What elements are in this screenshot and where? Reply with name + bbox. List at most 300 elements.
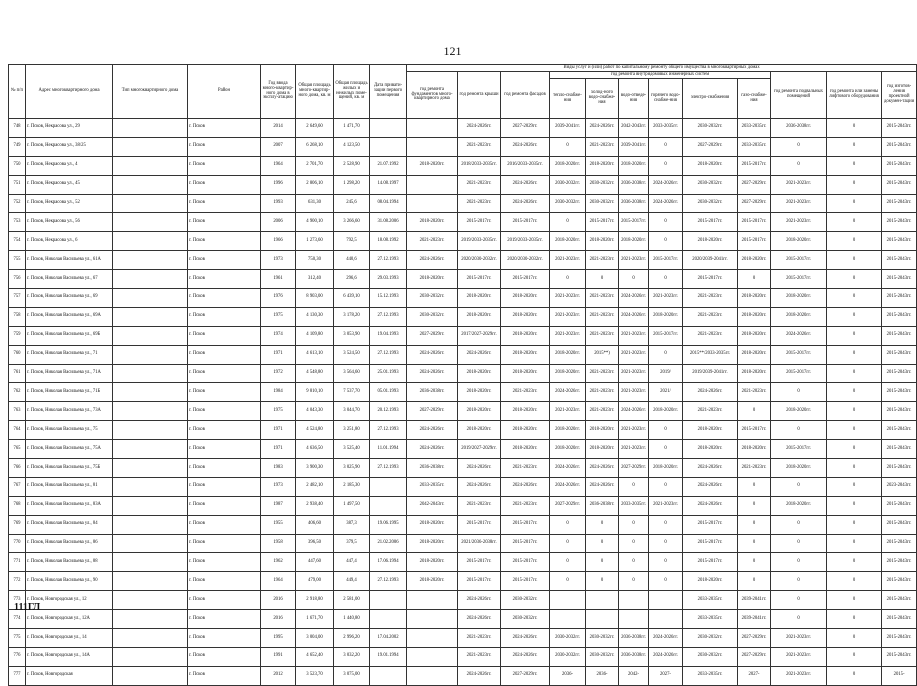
foundation-cell: 2030-2032гг.	[407, 289, 458, 308]
lift-cell: 0	[827, 402, 882, 421]
row-number: 759	[9, 326, 26, 345]
design-docs-cell: 2015-2043гг.	[882, 251, 917, 270]
heat-supply-cell: 2018-2020гг.	[550, 421, 586, 440]
privatization-date-cell: 21.02.2006	[370, 534, 407, 553]
gas-cell: 0	[738, 270, 771, 289]
residential-area-cell: 3 053,90	[334, 326, 370, 345]
year-cell: 1984	[261, 383, 296, 402]
basement-cell: 0	[771, 610, 827, 629]
row-number: 758	[9, 307, 26, 326]
district-cell: г. Псков	[188, 383, 261, 402]
page-number: 121	[443, 44, 462, 58]
facade-cell: 2018-2020гг.	[501, 326, 550, 345]
hot-water-cell: 0	[649, 213, 683, 232]
basement-cell: 2021-2023гг.	[771, 175, 827, 194]
cold-water-cell: 2021-2023гг.	[586, 402, 619, 421]
cold-water-cell	[586, 610, 619, 629]
residential-area-cell: 3 032,20	[334, 647, 370, 666]
house-type-cell	[113, 326, 188, 345]
hot-water-cell: 0	[649, 421, 683, 440]
design-docs-cell: 2015-2043гг.	[882, 326, 917, 345]
basement-cell: 2021-2023гг.	[771, 213, 827, 232]
cold-water-cell: 0	[586, 553, 619, 572]
hot-water-cell: 2018-2020гг.	[649, 459, 683, 478]
electricity-cell: 2018-2020гг.	[683, 572, 738, 591]
lift-cell: 0	[827, 477, 882, 496]
residential-area-cell: 4 123,50	[334, 137, 370, 156]
gas-cell: 2018-2020гг.	[738, 345, 771, 364]
row-number: 773	[9, 591, 26, 610]
sewerage-cell: 2021-2023гг.	[619, 440, 649, 459]
total-area-cell: 6 268,10	[296, 137, 334, 156]
gas-cell: 0	[738, 402, 771, 421]
foundation-cell: 2018-2020гг.	[407, 156, 458, 175]
total-area-cell: 4 548,80	[296, 364, 334, 383]
foundation-cell	[407, 194, 458, 213]
district-cell: г. Псков	[188, 402, 261, 421]
total-area-cell: 447,60	[296, 553, 334, 572]
table-row	[9, 119, 917, 138]
year-cell: 1976	[261, 289, 296, 308]
table-row	[9, 421, 917, 440]
cold-water-cell: 2024-2026гг.	[586, 477, 619, 496]
facade-cell: 2024-2026гг.	[501, 194, 550, 213]
sewerage-cell	[619, 591, 649, 610]
sewerage-cell: 2036-2038гг.	[619, 175, 649, 194]
foundation-cell: 2018-2020гг.	[407, 270, 458, 289]
sewerage-cell: 2042-	[619, 666, 649, 685]
house-type-cell	[113, 591, 188, 610]
heat-supply-cell: 0	[550, 137, 586, 156]
facade-cell: 2018-2020гг.	[501, 402, 550, 421]
address-cell: г. Псков, Новгородская ул., 14	[26, 629, 113, 648]
cold-water-cell: 0	[586, 270, 619, 289]
design-docs-cell: 2015-2043гг.	[882, 119, 917, 138]
address-cell: г. Псков, Некрасова ул., 6	[26, 232, 113, 251]
table-row	[9, 383, 917, 402]
house-type-cell	[113, 534, 188, 553]
hot-water-cell: 2024-2026гг.	[649, 194, 683, 213]
year-cell: 1964	[261, 156, 296, 175]
header-gas: газо-снабже-ния	[738, 79, 771, 119]
basement-cell: 2015-2017гг.	[771, 251, 827, 270]
lift-cell: 0	[827, 666, 882, 685]
facade-cell: 2015-2017гг.	[501, 270, 550, 289]
heat-supply-cell: 0	[550, 270, 586, 289]
basement-cell: 2015-2017гг.	[771, 364, 827, 383]
foundation-cell	[407, 591, 458, 610]
house-type-cell	[113, 553, 188, 572]
district-cell: г. Псков	[188, 553, 261, 572]
year-cell: 1962	[261, 553, 296, 572]
table-row	[9, 137, 917, 156]
district-cell: г. Псков	[188, 477, 261, 496]
foundation-cell: 2018-2020гг.	[407, 213, 458, 232]
design-docs-cell: 2015-2043гг.	[882, 440, 917, 459]
residential-area-cell: 3 251,80	[334, 421, 370, 440]
privatization-date-cell: 21.07.1992	[370, 156, 407, 175]
gas-cell: 2027-2029гг.	[738, 175, 771, 194]
row-number: 765	[9, 440, 26, 459]
roof-cell: 2018/2033-2035гг.	[458, 156, 501, 175]
design-docs-cell: 2015-2043гг.	[882, 156, 917, 175]
roof-cell: 2015-2017гг.	[458, 213, 501, 232]
district-cell: г. Псков	[188, 572, 261, 591]
privatization-date-cell: 27.12.1993	[370, 345, 407, 364]
row-number: 761	[9, 364, 26, 383]
basement-cell: 2024-2026гг.	[771, 326, 827, 345]
hot-water-cell: 2018-2020гг.	[649, 402, 683, 421]
cold-water-cell: 2015-2017гг.	[586, 213, 619, 232]
year-cell: 1961	[261, 270, 296, 289]
basement-cell: 2018-2020гг.	[771, 232, 827, 251]
foundation-cell: 2018-2020гг.	[407, 572, 458, 591]
design-docs-cell: 2015-2043гг.	[882, 421, 917, 440]
sewerage-cell: 2036-2038гг.	[619, 194, 649, 213]
cold-water-cell: 2021-2023гг.	[586, 137, 619, 156]
heat-supply-cell	[550, 591, 586, 610]
district-cell: г. Псков	[188, 364, 261, 383]
sewerage-cell: 2021-2023гг.	[619, 364, 649, 383]
design-docs-cell: 2015-2043гг.	[882, 289, 917, 308]
foundation-cell: 2018-2020гг.	[407, 515, 458, 534]
year-cell: 1973	[261, 477, 296, 496]
gas-cell: 2039-2041гг.	[738, 610, 771, 629]
total-area-cell: 3 523,70	[296, 666, 334, 685]
total-area-cell: 750,30	[296, 251, 334, 270]
header-engineering-group: год ремонта внутридомовых инженерных систем	[550, 72, 771, 79]
gas-cell: 2018-2020гг.	[738, 440, 771, 459]
residential-area-cell: 3 266,60	[334, 213, 370, 232]
roof-cell: 2015-2017гг.	[458, 572, 501, 591]
basement-cell: 0	[771, 515, 827, 534]
foundation-cell	[407, 610, 458, 629]
foundation-cell: 2036-2038гг.	[407, 459, 458, 478]
house-type-cell	[113, 515, 188, 534]
privatization-date-cell: 08.04.1994	[370, 194, 407, 213]
foundation-cell: 2042-2043гг.	[407, 496, 458, 515]
house-type-cell	[113, 402, 188, 421]
roof-cell: 2021-2023гг.	[458, 194, 501, 213]
gas-cell: 2018-2020гг.	[738, 307, 771, 326]
electricity-cell: 2018-2020гг.	[683, 232, 738, 251]
row-number: 762	[9, 383, 26, 402]
residential-area-cell: 387,3	[334, 515, 370, 534]
row-number: 751	[9, 175, 26, 194]
row-number: 750	[9, 156, 26, 175]
year-cell: 1983	[261, 459, 296, 478]
header-year: Год ввода много-квартир-ного дома в эксплу-атацию	[261, 65, 296, 119]
design-docs-cell: 2015-2043гг.	[882, 175, 917, 194]
basement-cell: 2015-2017гг.	[771, 270, 827, 289]
gas-cell: 2027-2029гг.	[738, 194, 771, 213]
house-type-cell	[113, 213, 188, 232]
lift-cell: 0	[827, 326, 882, 345]
house-type-cell	[113, 194, 188, 213]
lift-cell: 0	[827, 307, 882, 326]
heat-supply-cell: 2027-2029гг.	[550, 496, 586, 515]
table-row	[9, 629, 917, 648]
gas-cell: 2015-2017гг.	[738, 421, 771, 440]
row-number: 770	[9, 534, 26, 553]
privatization-date-cell	[370, 666, 407, 685]
sewerage-cell: 2042-2043гг.	[619, 119, 649, 138]
sewerage-cell: 2021-2023гг.	[619, 383, 649, 402]
gas-cell: 2039-2041гг.	[738, 591, 771, 610]
sewerage-cell: 2018-2020гг.	[619, 156, 649, 175]
district-cell: г. Псков	[188, 440, 261, 459]
row-number: 774	[9, 610, 26, 629]
capital-repair-table-wrapper	[8, 64, 915, 686]
lift-cell: 0	[827, 610, 882, 629]
gas-cell: 2021-2023гг.	[738, 383, 771, 402]
gas-cell: 0	[738, 496, 771, 515]
district-cell: г. Псков	[188, 610, 261, 629]
gas-cell: 2015-2017гг.	[738, 232, 771, 251]
sewerage-cell: 0	[619, 515, 649, 534]
facade-cell: 2027-2029гг.	[501, 119, 550, 138]
district-cell: г. Псков	[188, 251, 261, 270]
electricity-cell: 2033-2035гг.	[683, 610, 738, 629]
house-type-cell	[113, 440, 188, 459]
table-row	[9, 647, 917, 666]
house-type-cell	[113, 345, 188, 364]
gas-cell: 2015-2017гг.	[738, 156, 771, 175]
basement-cell: 0	[771, 553, 827, 572]
electricity-cell: 2030-2032гг.	[683, 629, 738, 648]
privatization-date-cell: 27.12.1993	[370, 459, 407, 478]
facade-cell: 2020/2030-2032гг.	[501, 251, 550, 270]
table-row	[9, 534, 917, 553]
row-number: 771	[9, 553, 26, 572]
gas-cell: 2018-2020гг.	[738, 289, 771, 308]
address-cell: г. Псков, Николая Васильева ул., 69	[26, 289, 113, 308]
header-total-area: Общая площадь много-квартир-ного дома, кв. м	[296, 65, 334, 119]
lift-cell: 0	[827, 119, 882, 138]
residential-area-cell: 1 497,50	[334, 496, 370, 515]
lift-cell: 0	[827, 194, 882, 213]
district-cell: г. Псков	[188, 326, 261, 345]
sewerage-cell: 0	[619, 534, 649, 553]
table-row	[9, 156, 917, 175]
foundation-cell: 2021-2023гг.	[407, 232, 458, 251]
roof-cell: 2018-2020гг.	[458, 307, 501, 326]
roof-cell: 2015-2017гг.	[458, 515, 501, 534]
row-number: 752	[9, 194, 26, 213]
year-cell: 2006	[261, 213, 296, 232]
hot-water-cell: 0	[649, 232, 683, 251]
district-cell: г. Псков	[188, 119, 261, 138]
basement-cell: 0	[771, 383, 827, 402]
facade-cell: 2030-2032гг.	[501, 610, 550, 629]
sewerage-cell: 2024-2026гг.	[619, 402, 649, 421]
lift-cell: 0	[827, 553, 882, 572]
table-row	[9, 591, 917, 610]
sewerage-cell: 2021-2023гг.	[619, 345, 649, 364]
row-number: 754	[9, 232, 26, 251]
electricity-cell: 2019/2039-2041гг.	[683, 364, 738, 383]
design-docs-cell: 2015-2043гг.	[882, 591, 917, 610]
total-area-cell: 4 130,30	[296, 307, 334, 326]
hot-water-cell	[649, 591, 683, 610]
header-lift: год ремонта или замены лифтового оборудования	[827, 72, 882, 119]
district-cell: г. Псков	[188, 459, 261, 478]
table-row	[9, 289, 917, 308]
house-type-cell	[113, 666, 188, 685]
total-area-cell: 1 273,60	[296, 232, 334, 251]
sewerage-cell: 2021-2023гг.	[619, 251, 649, 270]
cold-water-cell	[586, 591, 619, 610]
electricity-cell: 2033-2035гг.	[683, 591, 738, 610]
roof-cell: 2021-2023гг.	[458, 137, 501, 156]
table-row	[9, 232, 917, 251]
design-docs-cell: 2015-2043гг.	[882, 232, 917, 251]
facade-cell: 2018-2020гг.	[501, 345, 550, 364]
roof-cell: 2021-2023гг.	[458, 496, 501, 515]
roof-cell: 2019/2027-2029гг.	[458, 440, 501, 459]
gas-cell: 2027-2029гг.	[738, 647, 771, 666]
row-number: 757	[9, 289, 26, 308]
electricity-cell: 2033-2035гг.	[683, 666, 738, 685]
roof-cell: 2018-2020гг.	[458, 421, 501, 440]
table-row	[9, 553, 917, 572]
roof-cell: 2021-2023гг.	[458, 647, 501, 666]
electricity-cell: 2018-2020гг.	[683, 421, 738, 440]
basement-cell: 2036-2038гг.	[771, 119, 827, 138]
district-cell: г. Псков	[188, 515, 261, 534]
address-cell: г. Псков, Некрасова ул., 29	[26, 119, 113, 138]
cold-water-cell: 2030-2032гг.	[586, 629, 619, 648]
cold-water-cell: 2021-2023гг.	[586, 307, 619, 326]
heat-supply-cell: 2018-2020гг.	[550, 440, 586, 459]
privatization-date-cell: 14.08.1997	[370, 175, 407, 194]
design-docs-cell: 2015-2043гг.	[882, 194, 917, 213]
header-sewerage: водо-отведе-ния	[619, 79, 649, 119]
electricity-cell: 2030-2032гг.	[683, 647, 738, 666]
sewerage-cell: 2021-2023гг.	[619, 421, 649, 440]
cold-water-cell: 2021-2023гг.	[586, 364, 619, 383]
design-docs-cell: 2023-2043гг.	[882, 477, 917, 496]
address-cell: г. Псков, Николая Васильева ул., 71А	[26, 364, 113, 383]
header-num: № п/п	[9, 65, 26, 119]
design-docs-cell: 2015-2043гг.	[882, 402, 917, 421]
residential-area-cell: 449,4	[334, 572, 370, 591]
house-type-cell	[113, 629, 188, 648]
sewerage-cell: 0	[619, 553, 649, 572]
header-type: Тип многоквартирного дома	[113, 65, 188, 119]
table-row	[9, 572, 917, 591]
lift-cell: 0	[827, 496, 882, 515]
address-cell: г. Псков, Новгородская	[26, 666, 113, 685]
house-type-cell	[113, 572, 188, 591]
year-cell: 1955	[261, 515, 296, 534]
address-cell: г. Псков, Некрасова ул., 52	[26, 194, 113, 213]
privatization-date-cell: 25.01.1993	[370, 364, 407, 383]
cold-water-cell: 2018-2020гг.	[586, 156, 619, 175]
basement-cell: 2021-2023гг.	[771, 666, 827, 685]
lift-cell: 0	[827, 156, 882, 175]
cold-water-cell: 2024-2026гг.	[586, 119, 619, 138]
electricity-cell: 2021-2023гг.	[683, 402, 738, 421]
house-type-cell	[113, 496, 188, 515]
header-electricity: электро-снабжения	[683, 79, 738, 119]
lift-cell: 0	[827, 629, 882, 648]
address-cell: г. Псков, Николая Васильева ул., 71	[26, 345, 113, 364]
table-row	[9, 515, 917, 534]
total-area-cell: 312,40	[296, 270, 334, 289]
district-cell: г. Псков	[188, 647, 261, 666]
privatization-date-cell: 19.04.1993	[370, 326, 407, 345]
facade-cell: 2030-2032гг.	[501, 591, 550, 610]
foundation-cell: 2027-2029гг.	[407, 402, 458, 421]
basement-cell: 0	[771, 534, 827, 553]
sewerage-cell: 2024-2026гг.	[619, 289, 649, 308]
total-area-cell: 631,30	[296, 194, 334, 213]
facade-cell: 2015-2017гг.	[501, 534, 550, 553]
total-area-cell: 2 701,70	[296, 156, 334, 175]
heat-supply-cell: 2021-2023гг.	[550, 251, 586, 270]
foundation-cell: 2027-2029гг.	[407, 326, 458, 345]
electricity-cell: 2024-2026гг.	[683, 477, 738, 496]
electricity-cell: 2030-2032гг.	[683, 119, 738, 138]
privatization-date-cell: 18.08.1992	[370, 232, 407, 251]
sewerage-cell: 2039-2041гг.	[619, 137, 649, 156]
gas-cell: 2015-2017гг.	[738, 213, 771, 232]
house-type-cell	[113, 610, 188, 629]
header-facade: год ремонта фасадов	[501, 72, 550, 119]
facade-cell: 2027-2029гг.	[501, 666, 550, 685]
residential-area-cell: 379,5	[334, 534, 370, 553]
basement-cell: 2018-2020гг.	[771, 402, 827, 421]
foundation-cell	[407, 647, 458, 666]
sewerage-cell: 2027-2029гг.	[619, 459, 649, 478]
design-docs-cell: 2015-2043гг.	[882, 383, 917, 402]
row-number: 769	[9, 515, 26, 534]
electricity-cell: 2024-2026гг.	[683, 383, 738, 402]
heat-supply-cell: 2018-2020гг.	[550, 232, 586, 251]
roof-cell: 2018-2020гг.	[458, 364, 501, 383]
facade-cell: 2015-2017гг.	[501, 515, 550, 534]
heat-supply-cell: 2021-2023гг.	[550, 402, 586, 421]
row-number: 767	[9, 477, 26, 496]
heat-supply-cell: 0	[550, 534, 586, 553]
residential-area-cell: 792,5	[334, 232, 370, 251]
design-docs-cell: 2015-	[882, 666, 917, 685]
facade-cell: 2021-2023гг.	[501, 459, 550, 478]
heat-supply-cell	[550, 610, 586, 629]
total-area-cell: 406,60	[296, 515, 334, 534]
house-type-cell	[113, 232, 188, 251]
electricity-cell: 2015-2017гг.	[683, 270, 738, 289]
heat-supply-cell: 2018-2020гг.	[550, 345, 586, 364]
house-type-cell	[113, 364, 188, 383]
basement-cell: 2021-2023гг.	[771, 647, 827, 666]
foundation-cell	[407, 137, 458, 156]
foundation-cell: 2036-2038гг.	[407, 383, 458, 402]
year-cell: 1975	[261, 402, 296, 421]
roof-cell: 2019/2033-2035гг.	[458, 232, 501, 251]
facade-cell: 2021-2023гг.	[501, 496, 550, 515]
row-number: 749	[9, 137, 26, 156]
hot-water-cell: 0	[649, 553, 683, 572]
hot-water-cell: 0	[649, 345, 683, 364]
basement-cell: 2018-2020гг.	[771, 459, 827, 478]
basement-cell: 0	[771, 572, 827, 591]
capital-repair-table	[8, 64, 917, 686]
residential-area-cell: 3 044,70	[334, 402, 370, 421]
table-header	[9, 65, 917, 119]
total-area-cell: 3 900,30	[296, 459, 334, 478]
